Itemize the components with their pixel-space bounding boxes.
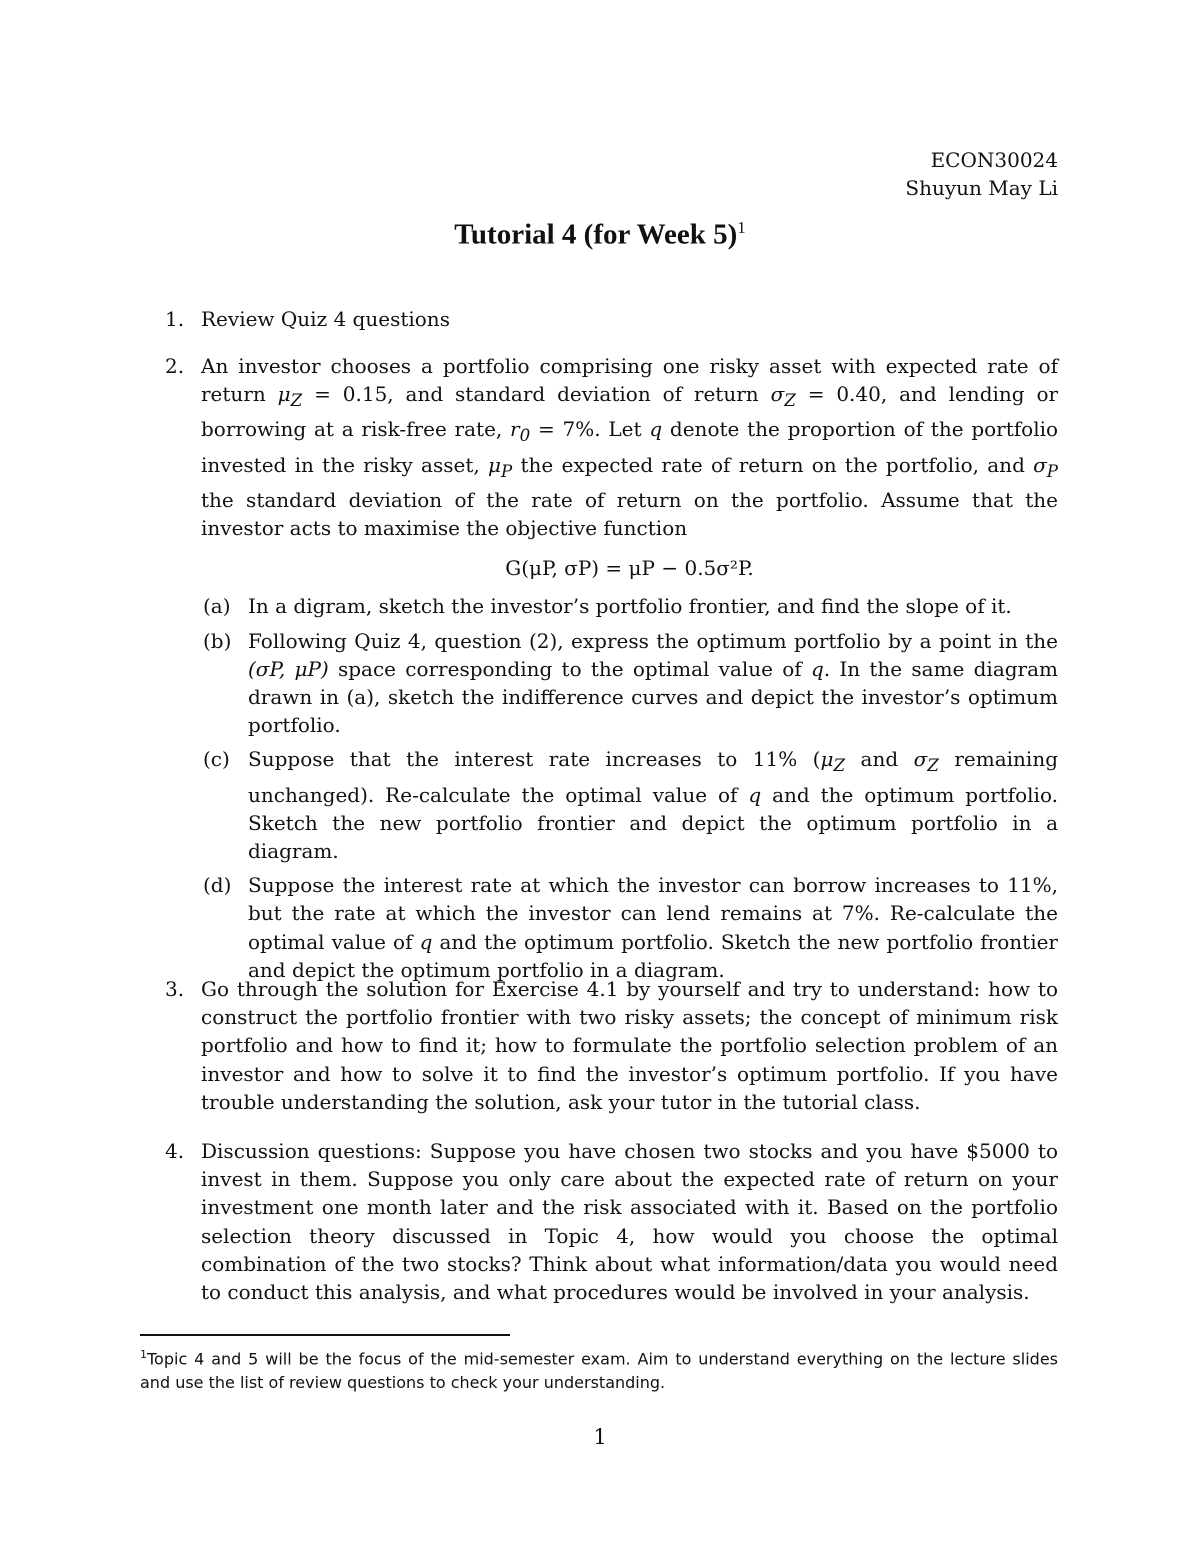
question-number: 4. — [165, 1139, 185, 1163]
footnote-mark: 1 — [140, 1348, 147, 1361]
question-number: 1. — [165, 307, 185, 331]
footnote-divider — [140, 1334, 510, 1336]
subquestion-b: (b) Following Quiz 4, question (2), express the optimum portfolio by a point in the (σP, μP) space corresponding to the optimal value of q. In the same diagram drawn in (a), sketch the indifference curves and depict the investor’s optimum portfolio. — [203, 628, 1058, 738]
question-1 — [165, 305, 1058, 333]
question-number: 3. — [165, 977, 185, 1001]
subquestion-c: (c) Suppose that the interest rate increases to 11% ($\mu_Z$ and $\sigma_Z$ remaining unchanged). Re-calculate the optimal value of q and the optimum portfolio. Sketch the new portfolio frontier and depict the optimum portfolio in a diagram. — [203, 747, 1059, 864]
question-number: 2. — [165, 354, 185, 378]
page-title — [0, 218, 1200, 252]
subquestion-label: (c) — [203, 747, 230, 772]
page-number: 1 — [593, 1425, 607, 1449]
question-3 — [165, 975, 1058, 1116]
question-text: An investor chooses a portfolio comprising one risky asset with expected rate of return $\mu_Z = 0.15$, and standard deviation of return $\sigma_Z = 0.40$, and lending or borrowing at a risk-free rate, $r_0 = 7\%$. Let q denote the proportion of the portfolio invested in the risky asset, $\mu_P$ the expected rate of return on the portfolio, and $\sigma_P$ the standard deviation of the rate of return on the portfolio. Assume that the investor acts to maximise the objective function G(μP, σP) = μP − 0.5σ²P. (a) In a digram, sketch the investor’s portfolio frontier, and find the slope of it. (b) Following Quiz 4, question (2), express the optimum portfolio by a point in the (σP, μP) space corresponding to the optimal value of q. In the same diagram drawn in (a), sketch the indifference curves and depict the investor’s optimum portfolio. (c) Suppose that the interest rate increases to 11% ($\mu_Z$ and $\sigma_Z$ remaining unchanged). Re-calculate the optimal value of q and the optimum portfolio. Sketch the new portfolio frontier and depict the optimum portfolio in a diagram. (d) Suppose the interest rate at which the investor can borrow increases to 11%, but the rate at which the investor can lend remains at 7%. Re-calculate the optimal value of q and the optimum portfolio. Sketch the new portfolio frontier and depict the optimum portfolio in a diagram. — [201, 352, 1058, 984]
course-code: ECON30024 — [930, 148, 1058, 172]
question-4 — [165, 1137, 1058, 1306]
subquestion-label: (d) — [203, 873, 232, 898]
question-text: Discussion questions: Suppose you have chosen two stocks and you have $5000 to invest in them. Suppose you only care about the expected rate of return on your investment one month later and the risk associated with it. Based on the portfolio selection theory discussed in Topic 4, how would you choose the optimal combination of the two stocks? Think about what information/data you would need to conduct this analysis, and what procedures would be involved in your analysis. — [201, 1139, 1058, 1305]
subquestion-text: In a digram, sketch the investor’s portfolio frontier, and find the slope of it. — [248, 594, 1012, 619]
subquestion-label: (b) — [203, 628, 232, 653]
question-2 — [165, 352, 1058, 984]
subquestion-a — [203, 592, 1058, 620]
subquestion-label: (a) — [203, 594, 231, 619]
title-text: Tutorial 4 (for Week 5) — [454, 218, 738, 251]
question-text: Go through the solution for Exercise 4.1 by yourself and try to understand: how to construct the portfolio frontier with two risky assets; the concept of minimum risk portfolio and how to find it; how to formulate the portfolio selection problem of an investor and how to solve it to find the investor’s optimum portfolio. If you have trouble understanding the solution, ask your tutor in the tutorial class. — [201, 977, 1058, 1114]
author-name: Shuyun May Li — [905, 176, 1058, 200]
objective-function-equation: G(μP, σP) = μP − 0.5σ²P. — [505, 556, 754, 581]
question-text: Review Quiz 4 questions — [201, 307, 450, 331]
title-footnote-mark: 1 — [737, 218, 746, 237]
header-block — [905, 146, 1058, 202]
subquestion-d: (d) Suppose the interest rate at which the investor can borrow increases to 11%, but the rate at which the investor can lend remains at 7%. Re-calculate the optimal value of q and the optimum portfolio. Sketch the new portfolio frontier and depict the optimum portfolio in a diagram. — [203, 873, 1058, 982]
footnote — [140, 1343, 1058, 1395]
footnote-text: Topic 4 and 5 will be the focus of the mid-semester exam. Aim to understand everything on the lecture slides and use the list of review questions to check your understanding. — [140, 1349, 1058, 1393]
